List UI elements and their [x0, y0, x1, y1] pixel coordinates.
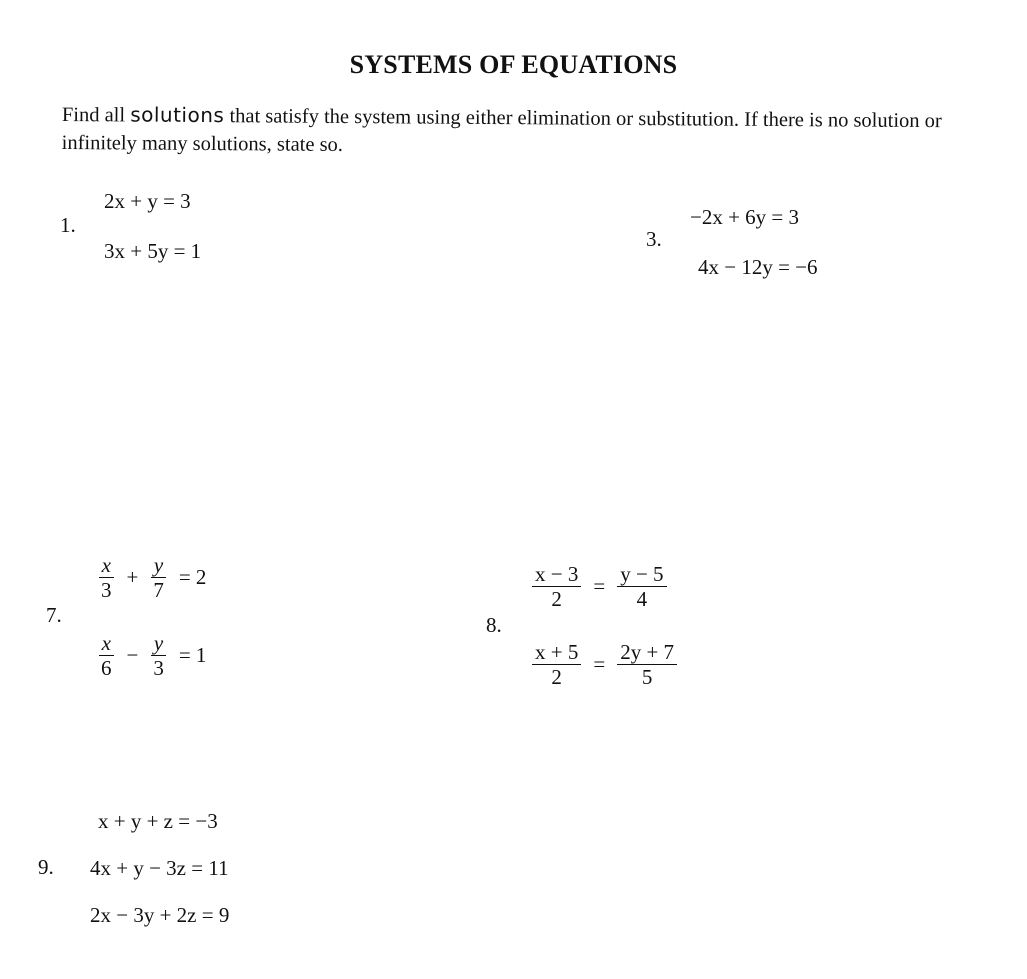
problem-8-eq1 — [530, 562, 669, 611]
problem-1-number: 1. — [60, 213, 76, 237]
numerator: y — [153, 631, 164, 655]
problem-9-eq3: 2x − 3y + 2z = 9 — [90, 903, 230, 927]
problem-8-eq2 — [530, 640, 679, 689]
problem-1-eq2: 3x + 5y = 1 — [104, 239, 202, 263]
problem-9-number: 9. — [38, 855, 54, 879]
fraction — [150, 631, 167, 680]
fraction — [98, 631, 115, 680]
numerator: x — [101, 631, 111, 655]
equals-sign: = — [593, 574, 606, 598]
problem-8-number: 8. — [486, 613, 502, 637]
fraction — [617, 562, 666, 611]
right-hand-side: = 2 — [178, 565, 207, 589]
instructions-part2: solutions — [130, 102, 225, 128]
instructions — [62, 100, 952, 163]
denominator: 3 — [153, 656, 164, 680]
denominator: 2 — [551, 587, 562, 611]
fraction — [532, 562, 581, 611]
operator: + — [126, 565, 139, 589]
page-title: SYSTEMS OF EQUATIONS — [349, 50, 678, 79]
numerator: y − 5 — [617, 562, 666, 587]
numerator: x − 3 — [532, 562, 581, 587]
fraction — [532, 640, 581, 689]
problem-7-eq2 — [96, 631, 216, 680]
problem-7-eq1 — [96, 553, 216, 602]
equals-sign: = — [593, 652, 606, 676]
denominator: 6 — [101, 656, 112, 680]
numerator: 2y + 7 — [617, 640, 677, 665]
numerator: y — [153, 553, 164, 577]
fraction — [617, 640, 677, 689]
fraction — [150, 553, 167, 602]
instructions-part3: that satisfy the system using either elimination or substitution. If there is no solution or infinitely many solutions, state so. — [61, 105, 942, 156]
problem-9-eq1: x + y + z = −3 — [98, 809, 218, 833]
denominator: 4 — [636, 587, 648, 611]
denominator: 5 — [641, 665, 653, 689]
right-hand-side: = 1 — [178, 643, 207, 667]
problem-1-eq1: 2x + y = 3 — [104, 189, 191, 213]
denominator: 7 — [153, 578, 164, 602]
problem-3-eq2: 4x − 12y = −6 — [698, 255, 818, 279]
denominator: 2 — [551, 665, 562, 689]
numerator: x — [101, 553, 111, 577]
problem-3-eq1: −2x + 6y = 3 — [690, 205, 800, 229]
problem-7-number: 7. — [46, 603, 62, 627]
problem-3-number: 3. — [646, 227, 662, 251]
problem-9-eq2: 4x + y − 3z = 11 — [90, 856, 229, 880]
instructions-part1: Find all — [61, 103, 126, 127]
fraction — [98, 553, 115, 602]
numerator: x + 5 — [532, 640, 581, 665]
operator: − — [126, 643, 139, 667]
denominator: 3 — [101, 578, 112, 602]
